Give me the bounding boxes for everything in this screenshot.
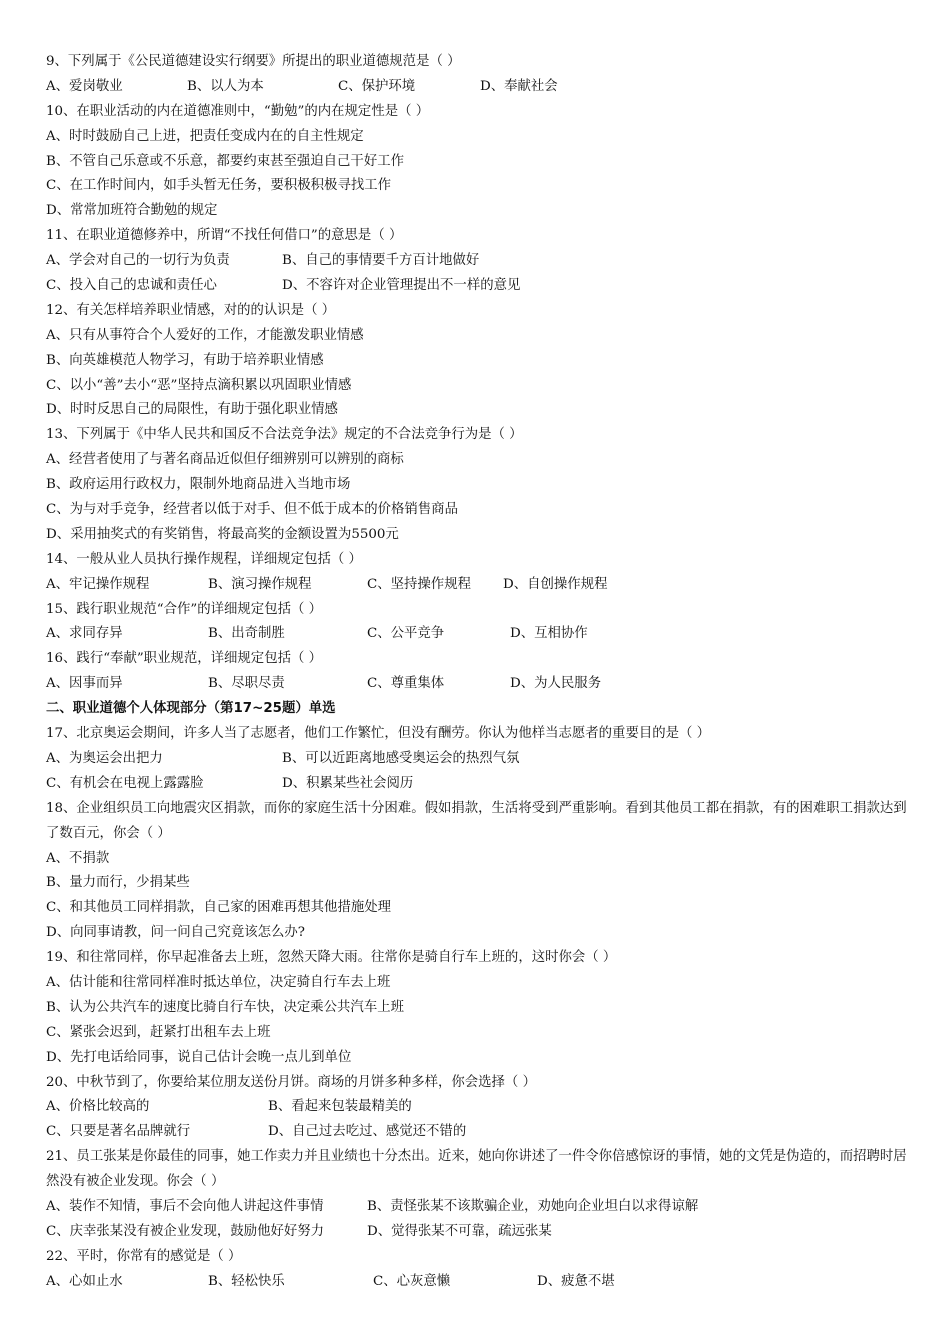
question-16: 16、践行“奉献”职业规范，详细规定包括（ ）: [46, 651, 323, 667]
question-10: 10、在职业活动的内在道德准则中，“勤勉”的内在规定性是（ ）: [46, 103, 430, 119]
option-a: A、时时鼓励自己上进，把责任变成内在的自主性规定: [46, 128, 364, 144]
option-a: A、为奥运会出把力: [46, 750, 163, 766]
option-a: A、装作不知情，事后不会向他人讲起这件事情: [46, 1199, 324, 1215]
option-d: D、积累某些社会阅历: [282, 775, 414, 791]
options-row: [46, 747, 916, 772]
option-b: B、尽职尽责: [208, 676, 285, 692]
option-b: B、不管自己乐意或不乐意，都要约束甚至强迫自己干好工作: [46, 153, 404, 169]
option-c: C、保护环境: [338, 78, 416, 94]
option-d: D、互相协作: [510, 626, 588, 642]
question-18: 18、企业组织员工向地震灾区捐款，而你的家庭生活十分困难。假如捐款，生活将受到严重影响。看到其他员工都在捐款，有的困难职工捐款达到了数百元，你会（ ）: [46, 800, 907, 841]
option-a: A、因事而异: [46, 676, 123, 692]
options-row: [46, 1120, 916, 1145]
options-row: [46, 1220, 916, 1245]
option-b: B、出奇制胜: [208, 626, 285, 642]
option-b: B、可以近距离地感受奥运会的热烈气氛: [282, 750, 520, 766]
option-d: D、先打电话给同事，说自己估计会晚一点儿到单位: [46, 1049, 352, 1065]
option-d: D、向同事请教，问一问自己究竟该怎么办?: [46, 925, 305, 941]
question-21: 21、员工张某是你最佳的同事，她工作卖力并且业绩也十分杰出。近来，她向你讲述了一件令你倍感惊讶的事情，她的文凭是伪造的，而招聘时居然没有被企业发现。你会（ ）: [46, 1149, 907, 1190]
question-20: 20、中秋节到了，你要给某位朋友送份月饼。商场的月饼多种多样，你会选择（ ）: [46, 1074, 536, 1090]
option-d: D、为人民服务: [510, 676, 602, 692]
option-d: D、自己过去吃过、感觉还不错的: [268, 1124, 467, 1140]
question-15: 15、践行职业规范“合作”的详细规定包括（ ）: [46, 601, 323, 617]
option-a: A、牢记操作规程: [46, 576, 150, 592]
option-d: D、疲惫不堪: [537, 1273, 615, 1289]
option-b: B、演习操作规程: [208, 576, 312, 592]
option-b: B、向英雄模范人物学习，有助于培养职业情感: [46, 352, 324, 368]
question-11: 11、在职业道德修养中，所谓“不找任何借口”的意思是（ ）: [46, 228, 403, 244]
options-row: [46, 1195, 916, 1220]
option-c: C、尊重集体: [367, 676, 445, 692]
question-22: 22、平时，你常有的感觉是（ ）: [46, 1248, 242, 1264]
option-a: A、求同存异: [46, 626, 123, 642]
option-c: C、和其他员工同样捐款，自己家的困难再想其他措施处理: [46, 900, 392, 916]
option-d: D、时时反思自己的局限性，有助于强化职业情感: [46, 402, 338, 418]
option-c: C、心灰意懒: [373, 1273, 451, 1289]
option-a: A、爱岗敬业: [46, 78, 123, 94]
options-row: [46, 573, 916, 598]
option-b: B、政府运用行政权力，限制外地商品进入当地市场: [46, 477, 351, 493]
option-a: A、不捐款: [46, 850, 110, 866]
options-row: [46, 249, 916, 274]
options-row: [46, 75, 916, 100]
option-a: A、只有从事符合个人爱好的工作，才能激发职业情感: [46, 327, 364, 343]
option-a: A、估计能和往常同样准时抵达单位，决定骑自行车去上班: [46, 974, 391, 990]
options-row: [46, 622, 916, 647]
option-c: C、以小“善”去小“恶”坚持点滴积累以巩固职业情感: [46, 377, 352, 393]
option-c: C、在工作时间内，如手头暂无任务，要积极积极寻找工作: [46, 178, 392, 194]
option-d: D、奉献社会: [480, 78, 558, 94]
options-row: [46, 672, 916, 697]
option-b: B、自己的事情要千方百计地做好: [282, 253, 480, 269]
option-b: B、以人为本: [187, 78, 264, 94]
option-a: A、经营者使用了与著名商品近似但仔细辨别可以辨别的商标: [46, 452, 404, 468]
option-b: B、看起来包装最精美的: [268, 1099, 412, 1115]
option-d: D、觉得张某不可靠，疏远张某: [367, 1223, 552, 1239]
question-13: 13、下列属于《中华人民共和国反不合法竞争法》规定的不合法竞争行为是（ ）: [46, 427, 523, 443]
document-page: [46, 50, 916, 1295]
option-d: D、采用抽奖式的有奖销售，将最高奖的金额设置为5500元: [46, 526, 399, 542]
options-row: [46, 772, 916, 797]
option-a: A、学会对自己的一切行为负责: [46, 253, 230, 269]
section-heading: 二、职业道德个人体现部分（第17~25题）单选: [46, 701, 336, 717]
question-12: 12、有关怎样培养职业情感，对的的认识是（ ）: [46, 302, 336, 318]
option-b: B、责怪张某不该欺骗企业，劝她向企业坦白以求得谅解: [367, 1199, 699, 1215]
option-c: C、公平竞争: [367, 626, 445, 642]
question-17: 17、北京奥运会期间，许多人当了志愿者，他们工作繁忙，但没有酬劳。你认为他样当志愿者的重要目的是（ ）: [46, 726, 711, 742]
options-row: [46, 1270, 916, 1295]
option-b: B、轻松快乐: [208, 1273, 285, 1289]
option-a: A、心如止水: [46, 1273, 123, 1289]
option-d: D、常常加班符合勤勉的规定: [46, 203, 218, 219]
option-b: B、认为公共汽车的速度比骑自行车快，决定乘公共汽车上班: [46, 999, 404, 1015]
option-c: C、庆幸张某没有被企业发现，鼓励他好好努力: [46, 1223, 325, 1239]
options-row: [46, 274, 916, 299]
option-c: C、只要是著名品牌就行: [46, 1124, 191, 1140]
option-a: A、价格比较高的: [46, 1099, 150, 1115]
question-19: 19、和往常同样，你早起准备去上班，忽然天降大雨。往常你是骑自行车上班的，这时你会（ ）: [46, 950, 617, 966]
question-14: 14、一般从业人员执行操作规程，详细规定包括（ ）: [46, 551, 362, 567]
option-c: C、为与对手竞争，经营者以低于对手、但不低于成本的价格销售商品: [46, 502, 458, 518]
option-d: D、不容许对企业管理提出不一样的意见: [282, 278, 521, 294]
option-b: B、量力而行，少捐某些: [46, 875, 190, 891]
options-row: [46, 1095, 916, 1120]
option-c: C、投入自己的忠诚和责任心: [46, 278, 217, 294]
option-c: C、坚持操作规程: [367, 576, 471, 592]
option-c: C、紧张会迟到，赶紧打出租车去上班: [46, 1024, 271, 1040]
option-c: C、有机会在电视上露露脸: [46, 775, 204, 791]
question-9: 9、下列属于《公民道德建设实行纲要》所提出的职业道德规范是（ ）: [46, 54, 461, 69]
option-d: D、自创操作规程: [503, 576, 608, 592]
